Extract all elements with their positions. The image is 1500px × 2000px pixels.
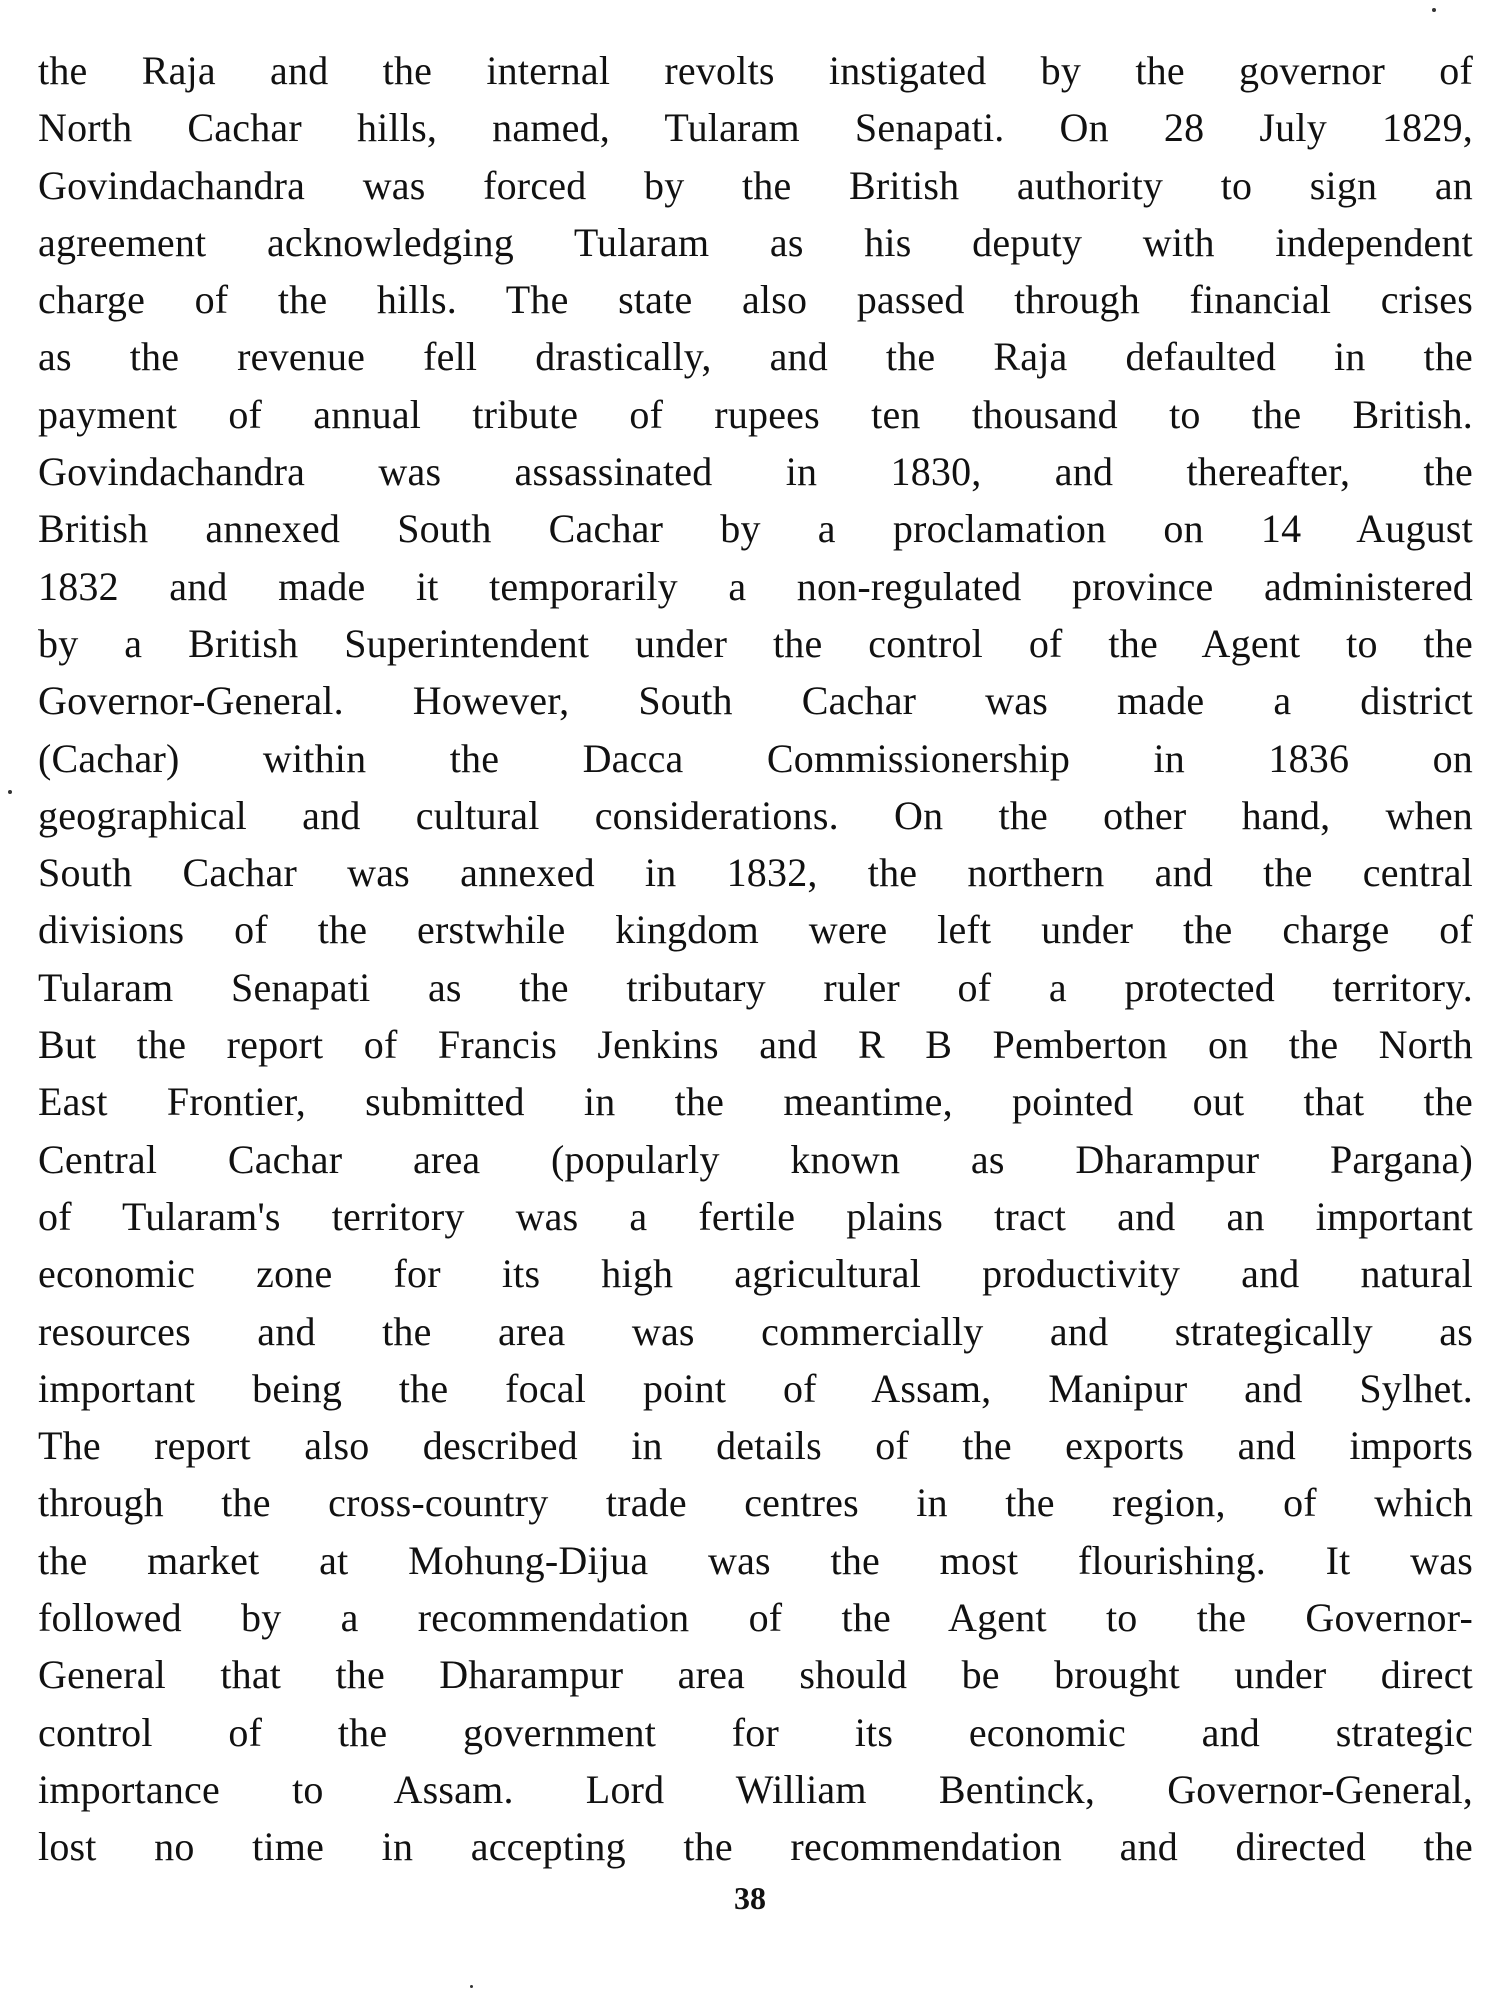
text-line: Govindachandra was assassinated in 1830, and thereafter, the: [38, 449, 1473, 495]
text-line: control of the government for its economic and strategic: [38, 1709, 1473, 1755]
text-line: British annexed South Cachar by a proclamation on 14 August: [38, 506, 1473, 552]
text-line: divisions of the erstwhile kingdom were left under the charge of: [38, 907, 1473, 953]
text-line: (Cachar) within the Dacca Commissionership in 1836 on: [38, 735, 1473, 781]
scan-speck: [8, 790, 12, 794]
text-line: by a British Superintendent under the control of the Agent to the: [38, 620, 1473, 666]
text-line: as the revenue fell drastically, and the Raja defaulted in the: [38, 334, 1473, 380]
text-line: Governor-General. However, South Cachar was made a district: [38, 678, 1473, 724]
text-line: through the cross-country trade centres in the region, of which: [38, 1480, 1473, 1526]
text-line: the Raja and the internal revolts instigated by the governor of: [38, 48, 1473, 93]
text-line: resources and the area was commercially and strategically as: [38, 1308, 1473, 1354]
text-line: The report also described in details of the exports and imports: [38, 1423, 1473, 1469]
text-line: agreement acknowledging Tularam as his deputy with independent: [38, 219, 1473, 265]
text-line: North Cachar hills, named, Tularam Senapati. On 28 July 1829,: [38, 105, 1473, 151]
text-line: charge of the hills. The state also passed through financial crises: [38, 277, 1473, 323]
text-line: lost no time in accepting the recommendation and directed the: [38, 1824, 1473, 1870]
text-line: South Cachar was annexed in 1832, the northern and the central: [38, 850, 1473, 896]
text-line: But the report of Francis Jenkins and R B Pemberton on the North: [38, 1022, 1473, 1068]
text-line: geographical and cultural considerations. On the other hand, when: [38, 792, 1473, 838]
text-line: payment of annual tribute of rupees ten thousand to the British.: [38, 391, 1473, 437]
text-line: 1832 and made it temporarily a non-regulated province administered: [38, 563, 1473, 609]
text-line: East Frontier, submitted in the meantime, pointed out that the: [38, 1079, 1473, 1125]
body-text: [38, 42, 1473, 1876]
text-line: economic zone for its high agricultural productivity and natural: [38, 1251, 1473, 1297]
text-line: Govindachandra was forced by the British authority to sign an: [38, 162, 1473, 208]
text-line: Central Cachar area (popularly known as Dharampur Pargana): [38, 1136, 1473, 1182]
scan-speck: [1432, 8, 1436, 12]
scan-speck: [470, 1985, 473, 1988]
text-line: important being the focal point of Assam, Manipur and Sylhet.: [38, 1365, 1473, 1411]
page-number: 38: [734, 1880, 766, 1916]
text-line: Tularam Senapati as the tributary ruler of a protected territory.: [38, 964, 1473, 1010]
text-line: followed by a recommendation of the Agent to the Governor-: [38, 1595, 1473, 1641]
text-line: General that the Dharampur area should be brought under direct: [38, 1652, 1473, 1698]
text-line: importance to Assam. Lord William Bentinck, Governor-General,: [38, 1766, 1473, 1812]
text-line: of Tularam's territory was a fertile plains tract and an important: [38, 1193, 1473, 1239]
text-line: the market at Mohung-Dijua was the most flourishing. It was: [38, 1537, 1473, 1583]
